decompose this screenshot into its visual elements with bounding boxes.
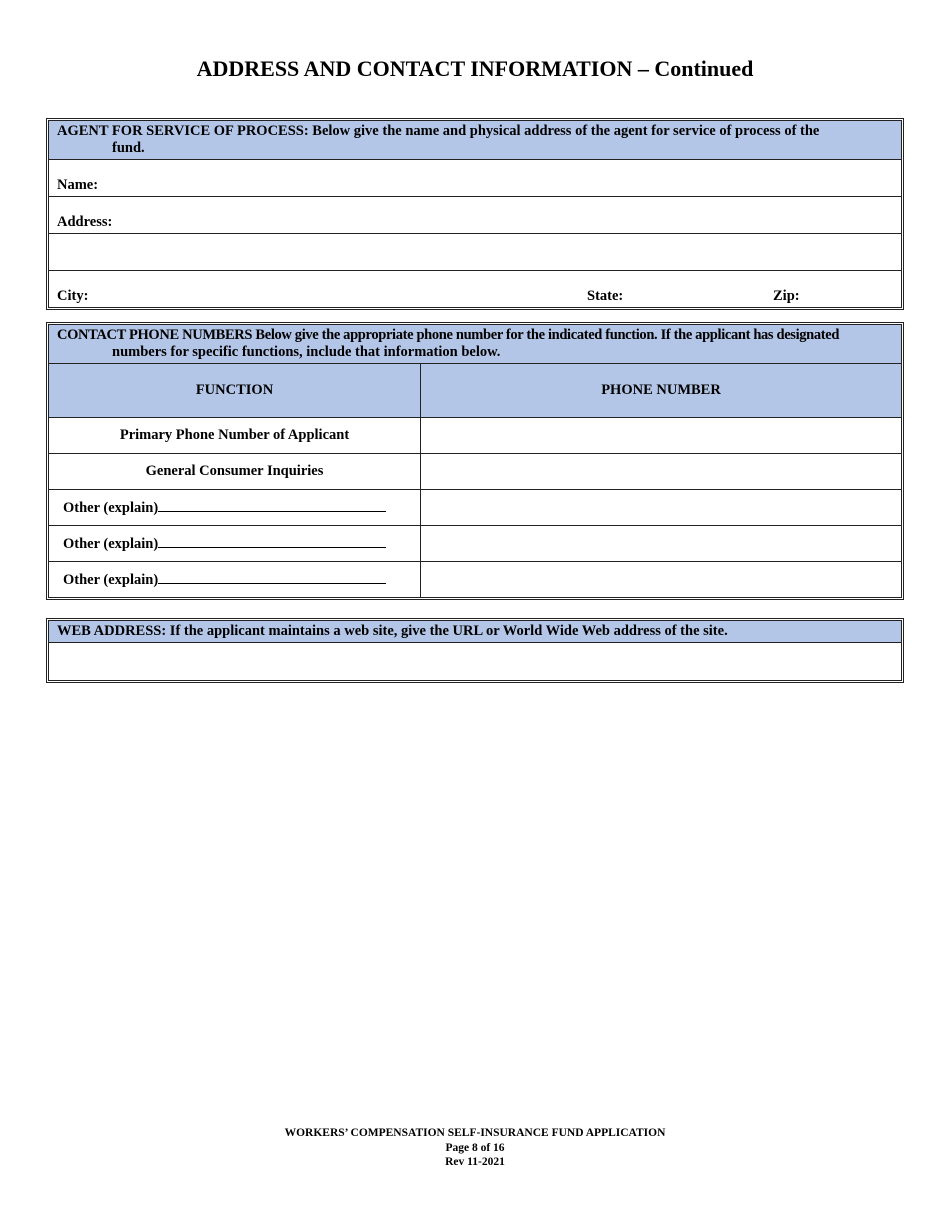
agent-name-label: Name:: [57, 177, 99, 193]
web-section: [46, 618, 904, 683]
phone-table-header-row: [49, 364, 901, 418]
other-explain-label: Other (explain): [63, 536, 159, 552]
table-row: [49, 526, 901, 562]
table-row: [49, 454, 901, 490]
table-row: [49, 562, 901, 598]
phone-number-field[interactable]: [421, 454, 902, 490]
explain-blank-line: [158, 498, 386, 512]
footer-revision: Rev 11-2021: [445, 1156, 505, 1168]
agent-city-state-zip-row[interactable]: [49, 271, 901, 307]
phone-header-line2: numbers for specific functions, include that information below.: [112, 344, 501, 360]
other-explain-label: Other (explain): [63, 572, 159, 588]
agent-zip-label: Zip:: [773, 288, 800, 304]
web-section-header: WEB ADDRESS: If the applicant maintains a web site, give the URL or World Wide Web address of the site.: [49, 621, 901, 643]
function-other-explain[interactable]: [49, 490, 421, 526]
explain-blank-line: [158, 570, 386, 584]
agent-address-line2-field[interactable]: [49, 234, 901, 271]
page-title: ADDRESS AND CONTACT INFORMATION – Continued: [196, 56, 754, 81]
phone-number-column-header: PHONE NUMBER: [421, 364, 902, 418]
agent-state-label: State:: [587, 288, 624, 304]
explain-blank-line: [158, 534, 386, 548]
phone-header-line1: CONTACT PHONE NUMBERS Below give the appropriate phone number for the indicated function. If the applicant has designated: [57, 327, 840, 343]
table-row: [49, 418, 901, 454]
footer-page-number: Page 8 of 16: [445, 1141, 505, 1154]
phone-number-field[interactable]: [421, 562, 902, 598]
phone-number-field[interactable]: [421, 418, 902, 454]
agent-address-field[interactable]: [49, 197, 901, 234]
agent-section: [46, 118, 904, 310]
phone-section: [46, 322, 904, 600]
function-primary-phone: Primary Phone Number of Applicant: [49, 418, 421, 454]
phone-table: [49, 363, 901, 597]
agent-address-label: Address:: [57, 214, 113, 230]
agent-city-label: City:: [57, 288, 89, 304]
function-column-header: FUNCTION: [49, 364, 421, 418]
function-consumer-inquiries: General Consumer Inquiries: [49, 454, 421, 490]
agent-section-header: [49, 121, 901, 160]
phone-number-field[interactable]: [421, 490, 902, 526]
other-explain-label: Other (explain): [63, 500, 159, 516]
page-footer: [0, 1126, 950, 1170]
phone-section-header: [49, 325, 901, 363]
agent-header-line2: fund.: [112, 140, 145, 156]
phone-number-field[interactable]: [421, 526, 902, 562]
table-row: [49, 490, 901, 526]
agent-header-line1: AGENT FOR SERVICE OF PROCESS: Below give the name and physical address of the agent for service of process of the: [57, 123, 820, 139]
function-other-explain[interactable]: [49, 526, 421, 562]
web-address-field[interactable]: [49, 643, 901, 680]
function-other-explain[interactable]: [49, 562, 421, 598]
agent-name-field[interactable]: [49, 160, 901, 197]
footer-form-title: WORKERS’ COMPENSATION SELF-INSURANCE FUND APPLICATION: [284, 1127, 666, 1139]
